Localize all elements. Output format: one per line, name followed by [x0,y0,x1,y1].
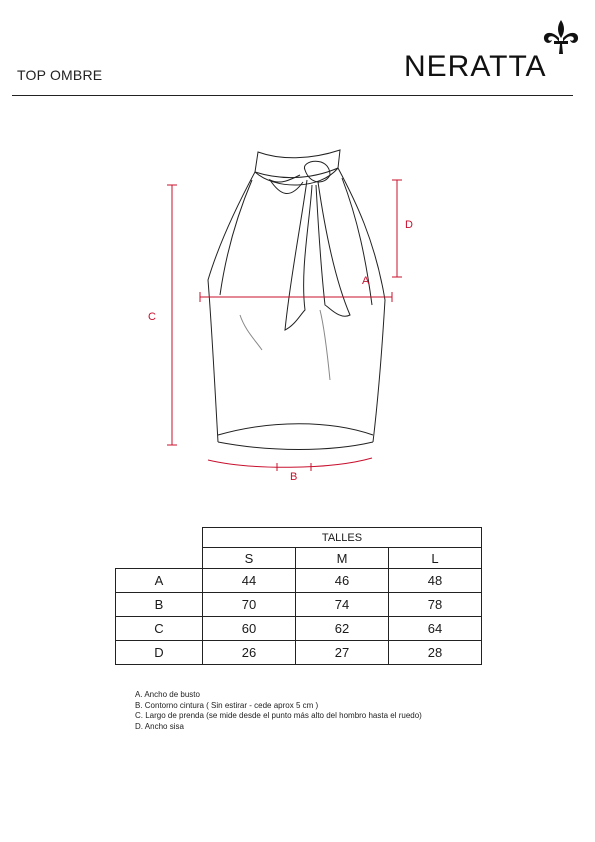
table-cell: 48 [389,569,482,593]
header-divider [12,95,573,96]
row-label: C [116,617,203,641]
note-b: B. Contorno cintura ( Sin estirar - cede aprox 5 cm ) [135,700,319,710]
table-cell: 78 [389,593,482,617]
table-cell: 62 [296,617,389,641]
table-cell: 27 [296,641,389,665]
measurement-notes [135,690,422,732]
table-row [116,593,482,617]
top-garment-sketch [208,150,385,450]
table-cell: 26 [203,641,296,665]
row-label: B [116,593,203,617]
table-cell: 60 [203,617,296,641]
table-row [116,569,482,593]
table-row [116,617,482,641]
row-label: D [116,641,203,665]
talles-header: TALLES [203,528,482,548]
table-cell: 44 [203,569,296,593]
brand-logo-text: NERATTA [404,50,547,83]
measure-label-d: D [405,219,413,231]
product-title: TOP OMBRE [17,67,103,83]
measurement-lines [167,180,402,471]
table-row [116,641,482,665]
measure-label-c: C [148,311,156,323]
measure-label-a: A [362,275,370,287]
measure-label-b: B [290,471,298,483]
size-header-s: S [203,548,296,569]
note-a: A. Ancho de busto [135,690,200,699]
table-cell: 70 [203,593,296,617]
garment-technical-drawing [0,130,595,500]
note-c: C. Largo de prenda (se mide desde el punto más alto del hombro hasta el ruedo) [135,711,422,720]
size-header-l: L [389,548,482,569]
table-cell: 74 [296,593,389,617]
row-label: A [116,569,203,593]
note-d: D. Ancho sisa [135,721,184,731]
table-cell: 46 [296,569,389,593]
size-chart-table [115,527,482,665]
size-header-m: M [296,548,389,569]
table-cell: 64 [389,617,482,641]
table-cell: 28 [389,641,482,665]
